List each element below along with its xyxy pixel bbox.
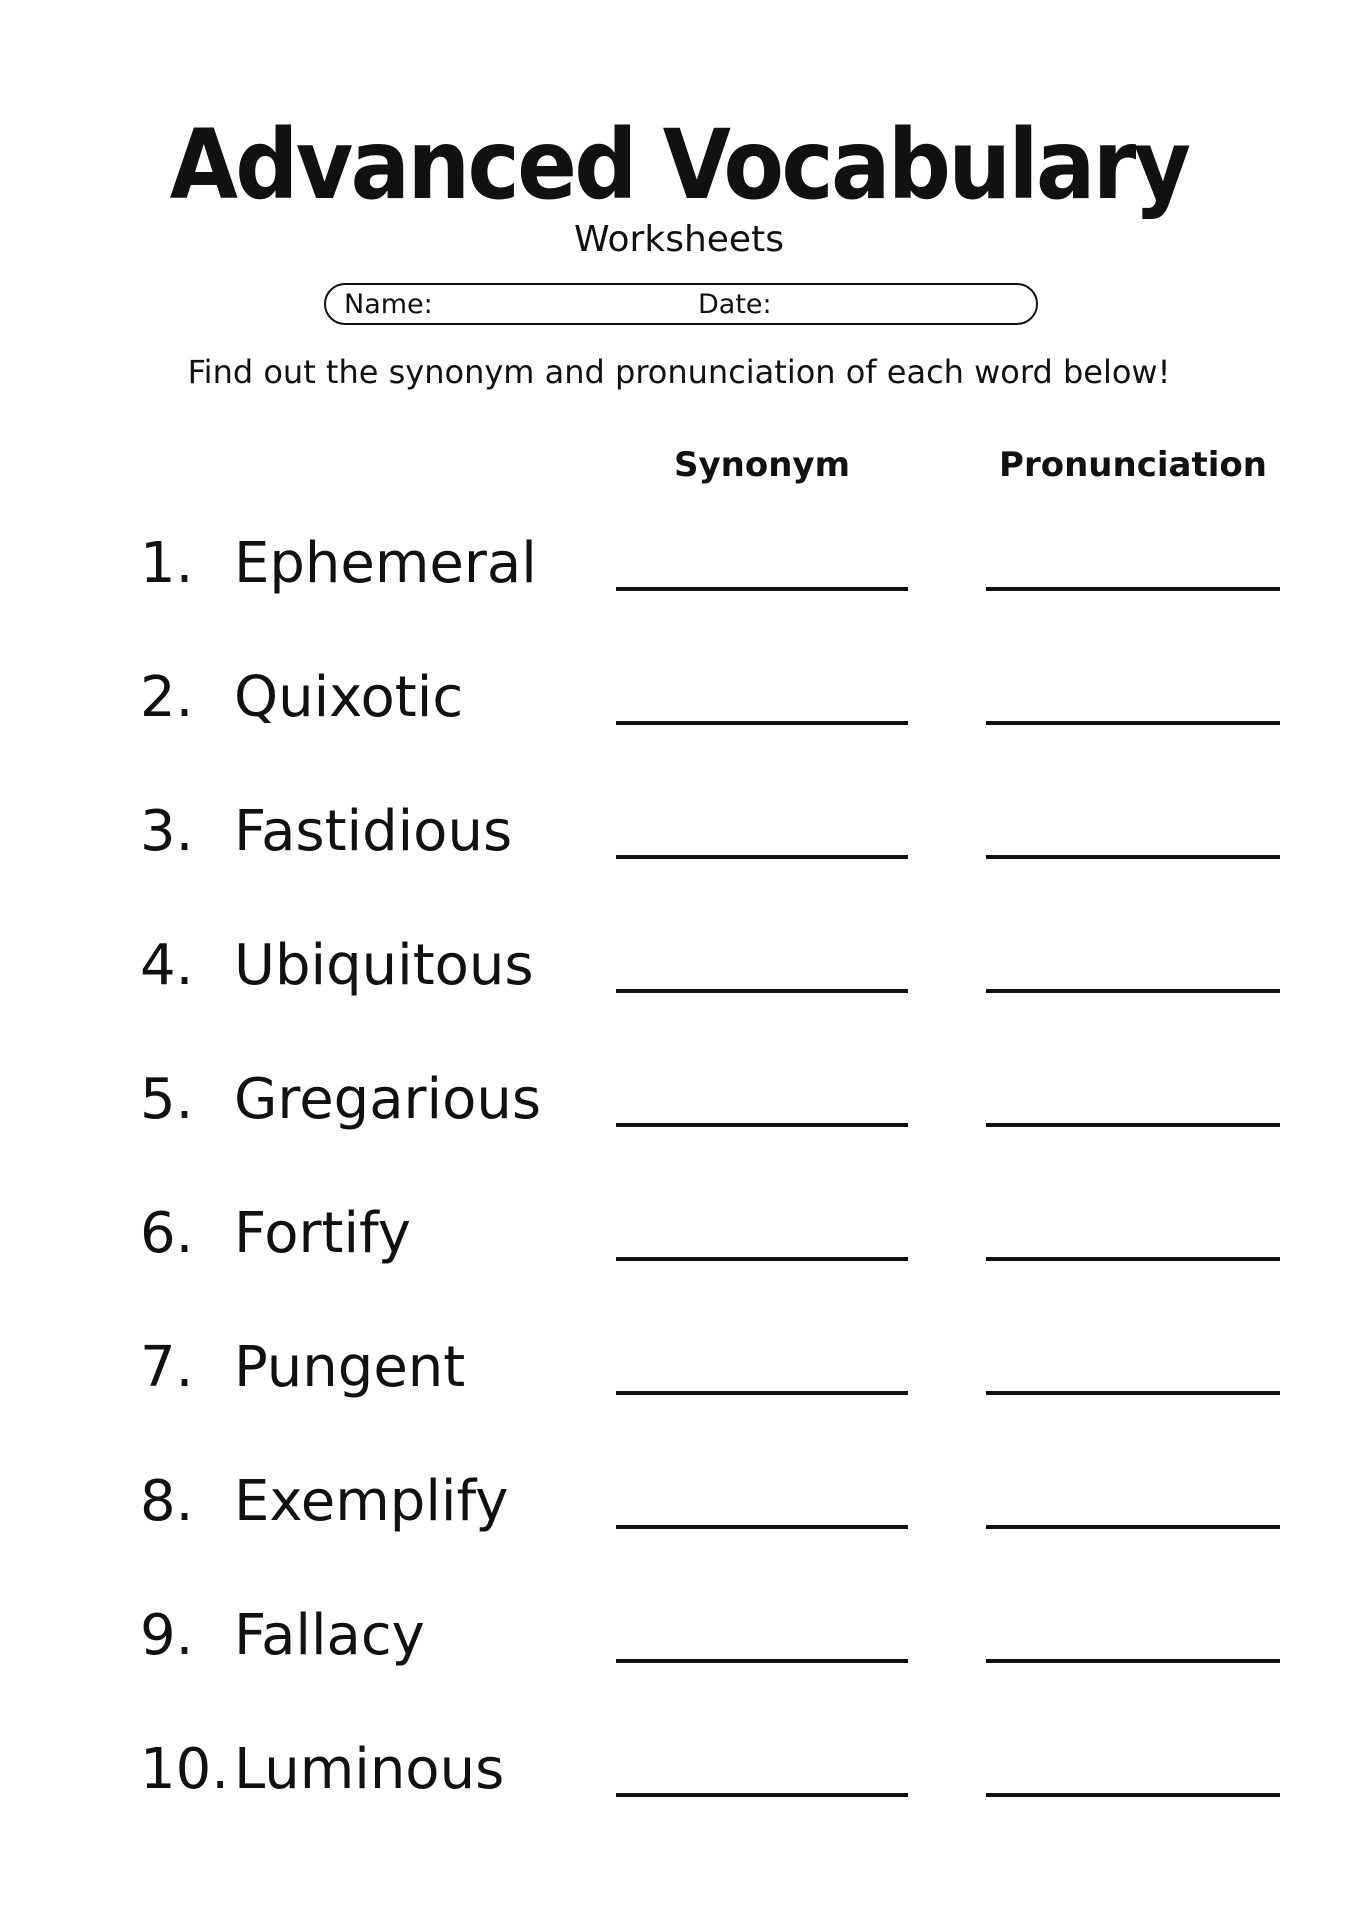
pronunciation-blank[interactable] — [986, 1123, 1280, 1127]
word-row — [0, 1601, 1358, 1735]
pronunciation-blank[interactable] — [986, 1659, 1280, 1663]
word-row — [0, 1065, 1358, 1199]
synonym-blank[interactable] — [616, 721, 908, 725]
synonym-blank[interactable] — [616, 1525, 908, 1529]
word-row — [0, 797, 1358, 931]
synonym-blank[interactable] — [616, 1659, 908, 1663]
word-number: 8. — [140, 1469, 194, 1534]
vocabulary-word: Pungent — [234, 1335, 466, 1400]
word-row — [0, 931, 1358, 1065]
pronunciation-blank[interactable] — [986, 1257, 1280, 1261]
page-title: Advanced Vocabulary — [169, 109, 1189, 221]
pronunciation-blank[interactable] — [986, 989, 1280, 993]
word-row — [0, 663, 1358, 797]
date-label: Date: — [698, 289, 772, 320]
word-number: 5. — [140, 1067, 194, 1132]
page-subtitle: Worksheets — [574, 219, 784, 260]
word-number: 4. — [140, 933, 194, 998]
pronunciation-blank[interactable] — [986, 855, 1280, 859]
synonym-blank[interactable] — [616, 855, 908, 859]
word-number: 10. — [140, 1737, 230, 1802]
word-row — [0, 1199, 1358, 1333]
synonym-blank[interactable] — [616, 1793, 908, 1797]
synonym-blank[interactable] — [616, 1257, 908, 1261]
vocabulary-word: Exemplify — [234, 1469, 509, 1534]
vocabulary-word: Fallacy — [234, 1603, 425, 1668]
name-label: Name: — [344, 289, 433, 320]
synonym-blank[interactable] — [616, 1391, 908, 1395]
word-row — [0, 1333, 1358, 1467]
vocabulary-word: Gregarious — [234, 1067, 542, 1132]
instructions-text: Find out the synonym and pronunciation of each word below! — [187, 353, 1171, 391]
vocabulary-word: Ubiquitous — [234, 933, 534, 998]
word-number: 9. — [140, 1603, 194, 1668]
synonym-blank[interactable] — [616, 989, 908, 993]
pronunciation-blank[interactable] — [986, 587, 1280, 591]
word-row — [0, 1467, 1358, 1601]
word-number: 7. — [140, 1335, 194, 1400]
vocabulary-word: Fortify — [234, 1201, 411, 1266]
pronunciation-blank[interactable] — [986, 721, 1280, 725]
pronunciation-blank[interactable] — [986, 1793, 1280, 1797]
word-number: 1. — [140, 531, 194, 596]
pronunciation-blank[interactable] — [986, 1391, 1280, 1395]
synonym-column-header: Synonym — [673, 445, 850, 485]
synonym-blank[interactable] — [616, 1123, 908, 1127]
vocabulary-word: Fastidious — [234, 799, 513, 864]
vocabulary-word: Luminous — [234, 1737, 505, 1802]
pronunciation-column-header: Pronunciation — [999, 445, 1267, 485]
word-number: 6. — [140, 1201, 194, 1266]
vocabulary-word: Quixotic — [234, 665, 464, 730]
word-row — [0, 529, 1358, 663]
word-row — [0, 1735, 1358, 1869]
synonym-blank[interactable] — [616, 587, 908, 591]
pronunciation-blank[interactable] — [986, 1525, 1280, 1529]
word-number: 2. — [140, 665, 194, 730]
vocabulary-word: Ephemeral — [234, 531, 537, 596]
word-number: 3. — [140, 799, 194, 864]
